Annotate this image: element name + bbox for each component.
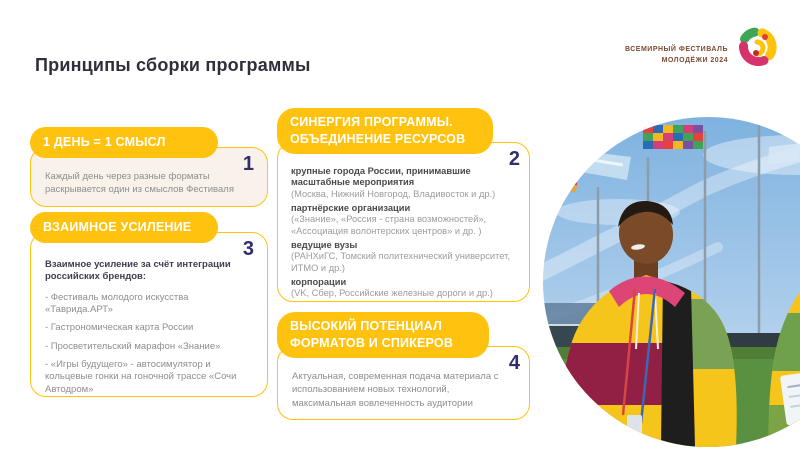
festival-logo — [625, 24, 780, 75]
list-item-detail: (Москва, Нижний Новгород, Владивосток и др.) — [291, 188, 496, 199]
card-mutual-intro: Взаимное усиление за счёт интеграции российских брендов: — [45, 259, 231, 283]
list-item-detail: (VK, Сбер, Российские железные дороги и др.) — [291, 288, 493, 299]
festival-logo-icon — [734, 24, 780, 75]
card-synergy-title-line2: ОБЪЕДИНЕНИЕ РЕСУРСОВ — [290, 132, 466, 146]
card-one-day-header — [30, 127, 218, 158]
list-item-label: корпорации — [291, 276, 347, 287]
page-title: Принципы сборки программы — [35, 55, 311, 75]
card-synergy-title-line1: СИНЕРГИЯ ПРОГРАММЫ. — [290, 115, 453, 130]
festival-logo-line2: МОЛОДЁЖИ 2024 — [661, 56, 728, 64]
card-synergy-content — [291, 163, 522, 300]
card-program-synergy — [277, 108, 530, 302]
list-item-detail: (РАНХиГС, Томский политехнический университет, ИТМО и др.) — [291, 251, 510, 273]
card-potential-header — [277, 312, 489, 358]
list-item-detail: («Знание», «Россия - страна возможностей», «Ассоциация волонтерских центров» и др. ) — [291, 214, 487, 236]
list-item-label: ведущие вузы — [291, 239, 358, 250]
card-synergy-header — [277, 108, 493, 154]
card-potential-number: 4 — [508, 352, 520, 374]
card-mutual-number: 3 — [242, 238, 254, 260]
list-item: - Гастрономическая карта России — [45, 322, 194, 334]
card-mutual-header — [30, 212, 218, 243]
festival-logo-line1: ВСЕМИРНЫЙ ФЕСТИВАЛЬ — [624, 46, 728, 54]
list-item-label: партнёрские организации — [291, 202, 411, 213]
card-potential-title-line2: ФОРМАТОВ И СПИКЕРОВ — [290, 336, 454, 350]
card-one-day-title: 1 ДЕНЬ = 1 СМЫСЛ — [43, 135, 166, 150]
card-mutual-title: ВЗАИМНОЕ УСИЛЕНИЕ — [43, 220, 192, 235]
list-item-label: крупные города России, принимавшие масштабные мероприятия — [291, 166, 471, 188]
list-item: - Просветительский марафон «Знание» — [45, 340, 221, 352]
card-one-day-number: 1 — [242, 153, 254, 175]
card-synergy-number: 2 — [508, 148, 520, 170]
festival-volunteers-photo — [543, 117, 800, 447]
card-potential-text: Актуальная, современная подача материала с использованием новых технологий, максимальная вовлеченность аудитории — [292, 371, 499, 409]
card-mutual-reinforcement — [30, 212, 268, 397]
card-formats-speakers-potential — [277, 312, 530, 420]
card-mutual-content — [45, 259, 258, 402]
card-one-day-one-meaning — [30, 127, 268, 207]
list-item: - «Игры будущего» - автосимулятор и кольцевые гонки на гоночной трассе «Сочи Автодром» — [45, 359, 237, 395]
festival-logo-text — [625, 45, 728, 65]
card-one-day-text: Каждый день через разные форматы раскрывается один из смыслов Фестиваля — [45, 171, 234, 196]
list-item: - Фестиваль молодого искусства «Таврида.АРТ» — [45, 291, 189, 316]
card-potential-title-line1: ВЫСОКИЙ ПОТЕНЦИАЛ — [290, 319, 442, 334]
